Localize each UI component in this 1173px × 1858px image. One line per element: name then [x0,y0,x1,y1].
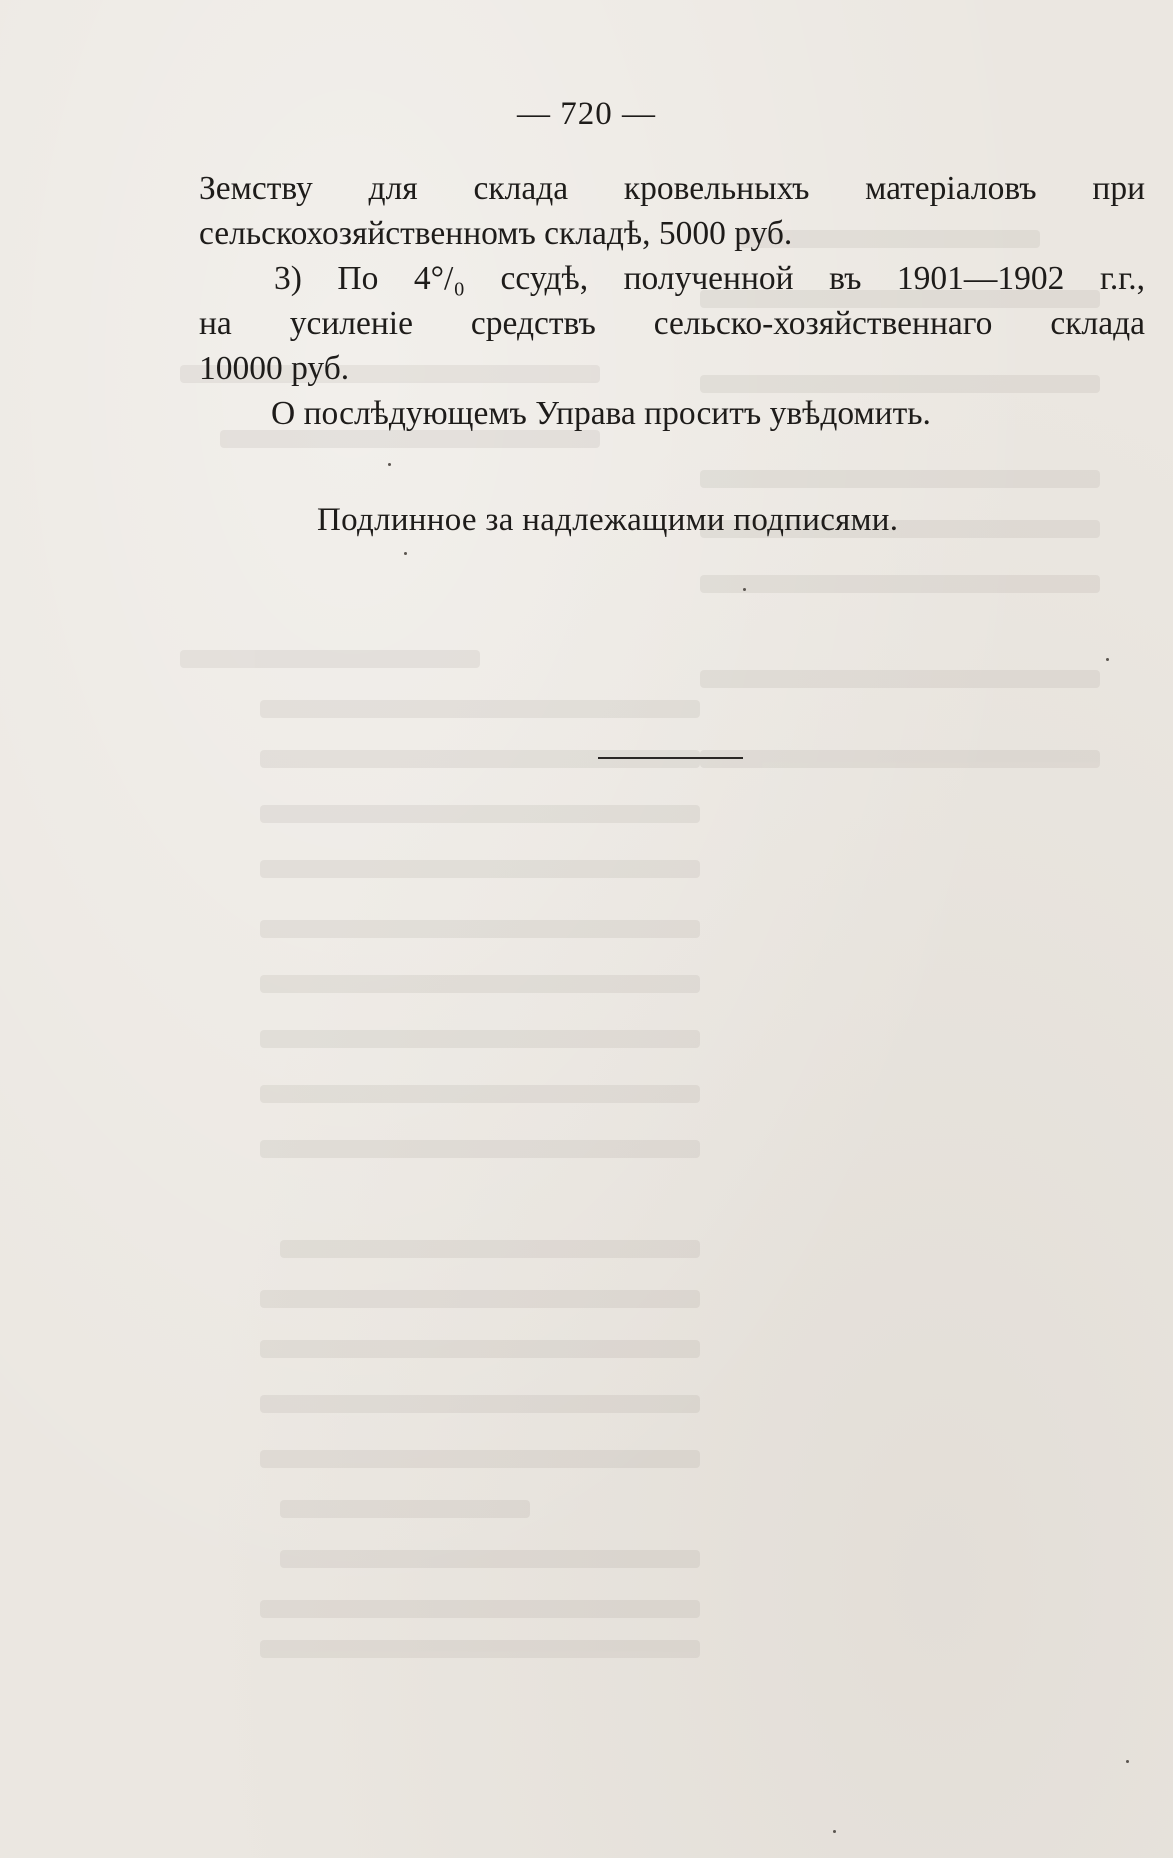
body-text [199,166,1145,436]
page-number: — 720 — [517,96,656,132]
paragraph-2-line-2: на усиленіе средствъ сельско-хозяйственнаго склада [199,305,1145,342]
bleed-through-texture [180,230,1150,1650]
speck [1106,658,1109,661]
speck [404,552,407,555]
paragraph-1-line-2: сельскохозяйственномъ складѣ, 5000 руб. [199,215,793,252]
paragraph-1-line-1: Земству для склада кровельныхъ матеріаловъ при [199,170,1145,207]
speck [388,463,391,466]
signature-note: Подлинное за надлежащими подписями. [317,502,899,538]
paragraph-3-line-1: О послѣдующемъ Управа проситъ увѣдомить. [271,395,931,432]
paragraph-2-line-3: 10000 руб. [199,350,350,387]
speck [833,1830,836,1833]
closing-rule [598,757,743,759]
speck [743,588,746,591]
speck [1126,1760,1129,1763]
paragraph-2-line-1: 3) По 4°/₀ ссудѣ, полученной въ 1901—1902 г.г., [274,260,1145,297]
